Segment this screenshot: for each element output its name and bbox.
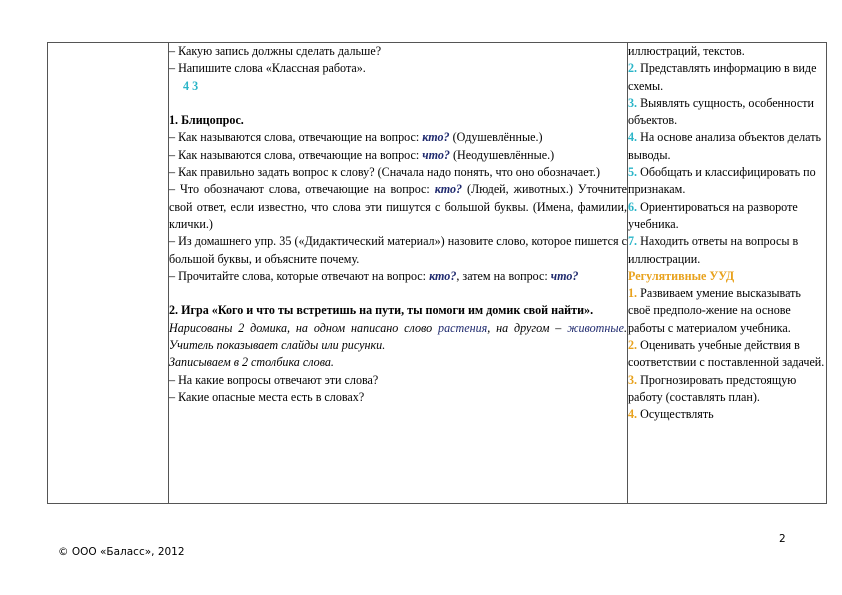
section-title: 1. Блицопрос.: [169, 113, 244, 128]
question-line: – Что обозначают слова, отвечающие на вопрос: кто? (Людей, животных.) Уточните свой ответ, если известно, что слова эти пишутся с большой буквы. (Имена, фамилии, клички.): [169, 182, 628, 231]
uud-cell: [628, 43, 827, 504]
skill-item: 1. Развиваем умение высказывать своё предполо-жение на основе работы с материалом учебника.: [628, 286, 801, 335]
lesson-table: [47, 42, 827, 504]
skill-item: 2. Оценивать учебные действия в соответствии с поставленной задачей.: [628, 338, 825, 370]
skill-item: 7. Находить ответы на вопросы в иллюстрации.: [628, 234, 799, 266]
section-heading: Регулятивные УУД: [628, 268, 735, 283]
question-line: – Из домашнего упр. 35 («Дидактический материал») назовите слово, которое пишется с большой буквы, и объясните почему.: [169, 234, 627, 266]
skill-item: 4. На основе анализа объектов делать выводы.: [628, 130, 822, 162]
question-line: – На какие вопросы отвечают эти слова?: [169, 372, 379, 387]
skill-item: 5. Обобщать и классифицировать по признакам.: [628, 165, 816, 197]
skill-item: 6. Ориентироваться на развороте учебника.: [628, 199, 798, 231]
skill-item: 2. Представлять информацию в виде схемы.: [628, 61, 817, 93]
question-line: – Как называются слова, отвечающие на вопрос: кто? (Одушевлённые.): [169, 130, 543, 145]
table-row: [48, 43, 827, 504]
skill-line: иллюстраций, текстов.: [628, 44, 745, 58]
text-line: – Напишите слова «Классная работа».: [169, 61, 366, 76]
spacer: [169, 95, 627, 112]
lesson-content-cell: [169, 43, 628, 504]
question-line: – Какие опасные места есть в словах?: [169, 389, 365, 404]
section-title: 2. Игра «Кого и что ты встретишь на пути, ты помоги им домик свой найти».: [169, 303, 594, 318]
skill-item: 3. Выявлять сущность, особенности объектов.: [628, 95, 814, 128]
page-number: 2: [779, 533, 786, 545]
instruction-line: Записываем в 2 столбика слова.: [169, 355, 334, 370]
question-line: – Как правильно задать вопрос к слову? (Сначала надо понять, что оно обозначает.): [169, 165, 600, 180]
question-line: – Как называются слова, отвечающие на вопрос: что? (Неодушевлённые.): [169, 147, 555, 162]
slide-numbers: 4 3: [183, 78, 199, 93]
question-line: – Прочитайте слова, которые отвечают на вопрос: кто?, затем на вопрос: что?: [169, 268, 579, 283]
instruction-line: Нарисованы 2 домика, на одном написано слово растения, на другом – животные. Учитель показывает слайды или рисунки.: [169, 320, 627, 353]
spacer: [169, 285, 627, 302]
skill-item: 3. Прогнозировать предстоящую работу (составлять план).: [628, 372, 797, 404]
copyright-footer: © ООО «Баласс», 2012: [58, 546, 185, 558]
empty-cell: [48, 43, 169, 504]
text-line: – Какую запись должны сделать дальше?: [169, 44, 382, 58]
skill-item: 4. Осуществлять: [628, 407, 714, 422]
